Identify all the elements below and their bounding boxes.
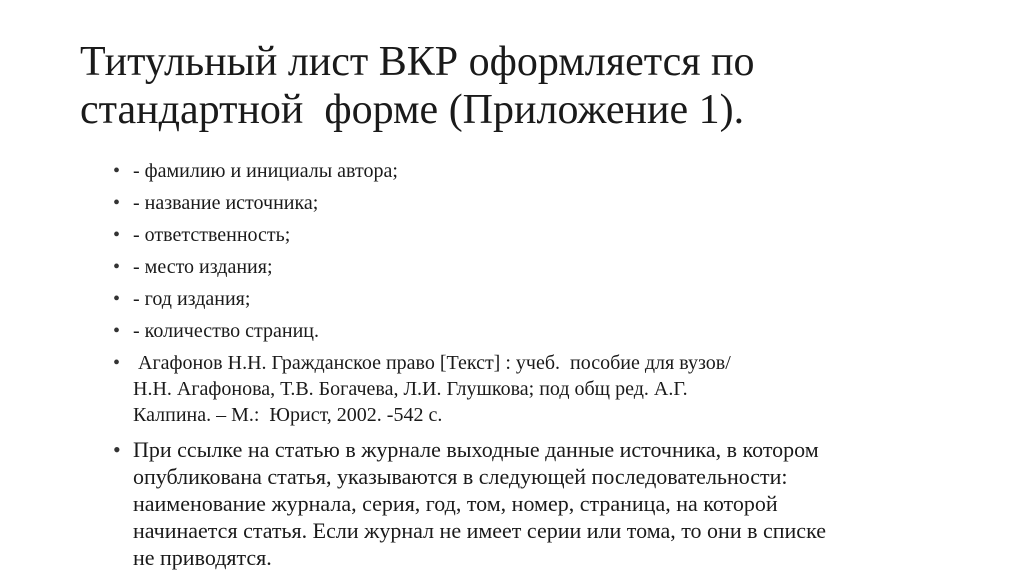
list-item-journal-note	[113, 436, 973, 571]
list-item-text	[133, 190, 973, 216]
bullet-icon: •	[113, 256, 121, 278]
list-item-example-reference	[113, 350, 973, 428]
list-item-source-title	[113, 190, 973, 216]
text-line: Калпина. – М.: Юрист, 2002. -542 с.	[133, 404, 443, 426]
list-item-text	[133, 350, 973, 428]
bullet-icon: •	[113, 320, 121, 342]
list-item-author	[113, 158, 973, 184]
text-line: - ответственность;	[133, 224, 291, 246]
slide-title	[80, 38, 980, 134]
list-item-text	[133, 158, 973, 184]
list-item-place	[113, 254, 973, 280]
list-item-responsibility	[113, 222, 973, 248]
list-item-text	[133, 222, 973, 248]
text-line: Агафонов Н.Н. Гражданское право [Текст] : учеб. пособие для вузов/	[133, 352, 731, 374]
bullet-list	[113, 158, 973, 571]
bullet-icon: •	[113, 160, 121, 182]
bullet-icon: •	[113, 288, 121, 310]
text-line: опубликована статья, указываются в следующей последовательности:	[133, 464, 788, 489]
list-item-text	[133, 254, 973, 280]
bullet-icon: •	[113, 437, 121, 462]
bullet-icon: •	[113, 192, 121, 214]
text-line: не приводятся.	[133, 545, 272, 570]
text-line: При ссылке на статью в журнале выходные данные источника, в котором	[133, 437, 819, 462]
slide-title-line: Титульный лист ВКР оформляется по	[80, 39, 755, 85]
text-line: начинается статья. Если журнал не имеет серии или тома, то они в списке	[133, 518, 826, 543]
slide-title-line: стандартной форме (Приложение 1).	[80, 87, 745, 133]
text-line: - место издания;	[133, 256, 273, 278]
text-line: - год издания;	[133, 288, 251, 310]
list-item-text	[133, 318, 973, 344]
bullet-icon: •	[113, 352, 121, 374]
list-item-text	[133, 286, 973, 312]
text-line: наименование журнала, серия, год, том, номер, страница, на которой	[133, 491, 778, 516]
list-item-year	[113, 286, 973, 312]
list-item-text	[133, 436, 973, 571]
text-line: - название источника;	[133, 192, 319, 214]
text-line: Н.Н. Агафонова, Т.В. Богачева, Л.И. Глушкова; под общ ред. А.Г.	[133, 378, 688, 400]
bullet-icon: •	[113, 224, 121, 246]
list-item-pages	[113, 318, 973, 344]
text-line: - фамилию и инициалы автора;	[133, 160, 398, 182]
text-line: - количество страниц.	[133, 320, 319, 342]
